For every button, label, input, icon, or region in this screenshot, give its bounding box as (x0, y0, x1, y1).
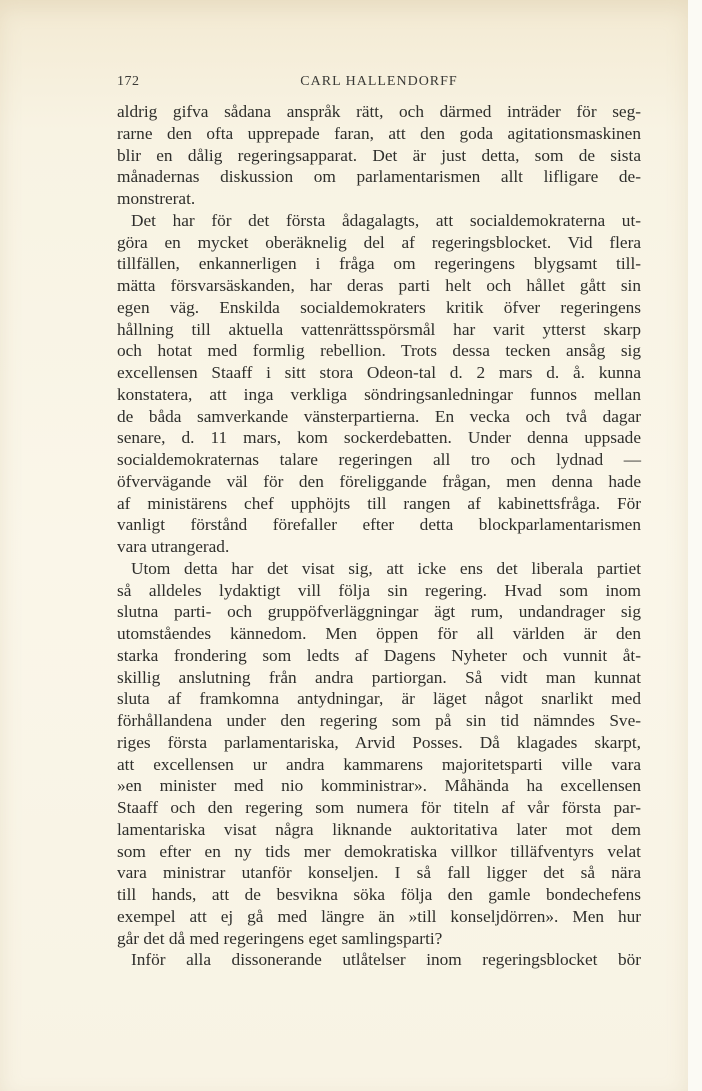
text-line: rarne den ofta upprepade faran, att den goda agitationsmaskinen (117, 123, 641, 143)
text-line: göra en mycket oberäknelig del af regeringsblocket. Vid flera (117, 232, 641, 252)
text-line: till hands, att de besvikna söka följa den gamle bondechefens (117, 885, 641, 904)
text-line: som efter en ny tids mer demokratiska villkor tilläfventyrs velat (117, 841, 641, 861)
text-line: egen väg. Enskilda socialdemokraters kritik öfver regeringens (117, 297, 641, 317)
text-line: mätta försvarsäskanden, har deras parti helt och hållet gått sin (117, 276, 641, 295)
text-line: att excellensen ur andra kammarens majoritetsparti ville vara (117, 754, 641, 774)
text-line: månadernas diskussion om parlamentarismen allt lifligare de- (117, 167, 641, 187)
text-line: starka frondering som ledts af Dagens Nyheter och vunnit åt- (117, 645, 641, 665)
text-line: tillfällen, enkannerligen i fråga om regeringens blygsamt till- (117, 254, 641, 274)
text-line: och hotat med formlig rebellion. Trots dessa tecken ansåg sig (117, 341, 641, 361)
text-line: Utom detta har det visat sig, att icke ens det liberala partiet (131, 558, 641, 578)
text-line: excellensen Staaff i sitt stora Odeon-tal d. 2 mars d. å. kunna (117, 363, 641, 382)
text-line: socialdemokraternas talare regeringen all tro och lydnad — (117, 450, 641, 469)
text-line: aldrig gifva sådana anspråk rätt, och därmed inträder för seg- (117, 102, 641, 121)
text-line: Det har för det första ådagalagts, att socialdemokraterna ut- (131, 210, 641, 230)
text-line: senare, d. 11 mars, kom sockerdebatten. Under denna uppsade (117, 428, 641, 448)
text-line: öfvervägande väl för den föreliggande frågan, men denna hade (117, 471, 641, 491)
text-line: riges första parlamentariska, Arvid Posses. Då klagades skarpt, (117, 732, 641, 752)
text-line: förhållandena under den regering som på sin tid nämndes Sve- (117, 711, 641, 730)
text-line: utomståendes kännedom. Men öppen för all världen är den (117, 624, 641, 643)
text-line: går det då med regeringens eget samlingsparti? (117, 928, 443, 948)
text-line: skillig anslutning från andra partiorgan. Så vidt man kunnat (117, 667, 641, 687)
text-line: lamentariska visat några liknande auktoritativa later mot dem (117, 819, 641, 839)
text-line: exempel att ej gå med längre än »till konseljdörren». Men hur (117, 906, 641, 926)
text-line: så alldeles lydaktigt vill följa sin regering. Hvad som inom (117, 580, 641, 600)
text-line: konstatera, att inga verkliga söndringsanledningar funnos mellan (117, 384, 641, 404)
text-line: monstrerat. (117, 189, 196, 208)
text-line: vara ministrar utanför konseljen. I så fall ligger det så nära (117, 863, 641, 883)
text-line: blir en dålig regeringsapparat. Det är just detta, som de sista (117, 145, 641, 165)
page-body-text (117, 101, 641, 971)
text-line: de båda samverkande vänsterpartierna. En vecka och två dagar (117, 406, 641, 426)
text-line: hållning till aktuella vattenrättsspörsmål har varit ytterst skarp (117, 319, 641, 339)
page-number: 172 (117, 74, 140, 89)
page-edge (688, 0, 702, 1091)
text-line: slutna parti- och gruppöfverläggningar ägt rum, undandrager sig (117, 602, 641, 622)
text-line: Inför alla dissonerande utlåtelser inom regeringsblocket bör (131, 950, 641, 970)
page-header (117, 74, 641, 94)
running-title: CARL HALLENDORFF (300, 74, 458, 89)
text-line: vanligt förstånd förefaller efter detta blockparlamentarismen (117, 515, 641, 535)
text-line: »en minister med nio komministrar». Måhända ha excellensen (117, 776, 641, 796)
text-line: Staaff och den regering som numera för titeln af vår första par- (117, 798, 641, 817)
text-line: vara utrangerad. (117, 537, 230, 556)
text-line: af ministärens chef upphöjts till rangen af kabinettsfråga. För (117, 493, 641, 513)
text-line: sluta af framkomna antydningar, är läget något snarlikt med (117, 689, 641, 709)
